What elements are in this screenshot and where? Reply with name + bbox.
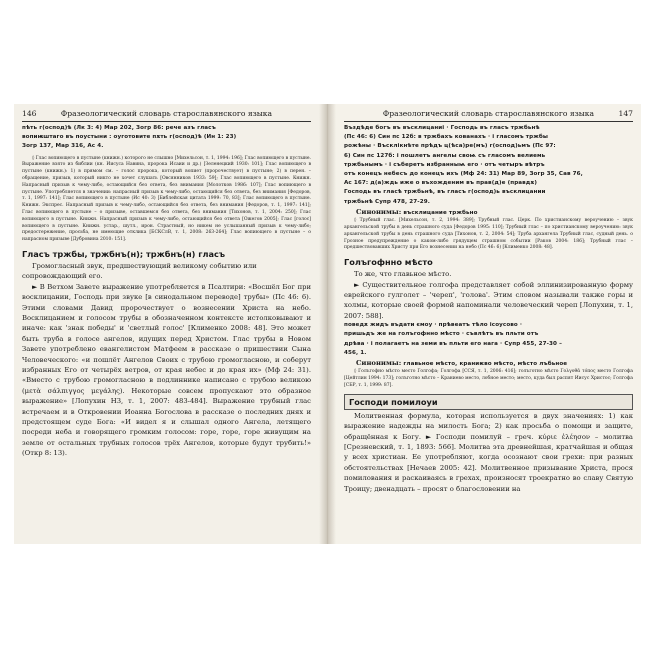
synonyms-value: главьное мѣсто, краниѥво мѣсто, мѣсто лъбьное [403, 361, 568, 368]
page-header [344, 108, 633, 122]
page-number: 146 [22, 109, 37, 118]
cs-quote-line: пѣть г(оспод)ѣ (Лк 3: 4) Мар 202, Зогр 86: рече азъ гласъ [22, 125, 216, 131]
right-page [336, 104, 641, 544]
cs-quote-line: тржбьнѣ Супр 478, 27-29. [344, 198, 430, 205]
entry-headword: Голъгофнно мѣсто [344, 257, 433, 268]
cs-quote-line: отъ конецъ небесъ до конецъ ихъ (Мф 24: 31) Мар 89, Зогр 35, Сав 76, [344, 171, 583, 178]
running-title: Фразеологический словарь старославянского языка [382, 109, 595, 118]
page-body [22, 124, 311, 540]
book-gutter [319, 104, 336, 544]
cs-quote-line: дрѣва · і полагаетъ на земи въ пльти его нага · Супр 455, 27-30 – [344, 340, 562, 347]
running-title: Фразеологический словарь старославянского языка [60, 109, 273, 118]
commentary-paragraph: Молитвенная формула, которая используется в двух значениях: 1) как выражение надежды на милость Бога; 2) как просьба о помощи и защите, обращённая к Богу. ► Господи помилуй – греч. κύριε ἐλέησον – молитва [Срезневский, т. 1, 1893: 566]. Молитва эта древнейшая, кратчайшая и общая у всех христиан. Ее употребляют, когда осознают свои грехи: при разных обстоятельствах [Нечаев 2005: 42]. Молитвенное призывание Христа, прося помилования и раскаиваясь в грехах, произносят троекратно во славу Святую Троицу; двенадцать – просят о благословении на [344, 411, 633, 493]
cs-quote-line: Ас 167: д(а)ждь иже о въхожденим въ прав(д)е (правдѫ) [344, 180, 538, 187]
dictionary-note: ◊ Глас вопиющего в пустыне (книжн.) которого не слышно [Михельсон, т. 1, 1994: 196]; Глас вопиющего в пустыне. Выражение взято из библии (кн. Иисуса Навина, пророка Исаии и др.) [Зеленецкий 1930: 101]; Глас вопиющего в пустыне (книжн.): 1) в прямом см. – голос пророка, который вопиет (пророчествует) в пустыне; 2) в перен. – обращение, призыв, который никто не хочет слушать [Овсянников 1933: 59]; Глас вопиющего в пустыне. Книжн. Напрасный призыв к чему-либо, остающийся без ответа, без внимания [Молотков 1986: 107]; Глас вопиющего в пустыне. Употребляется в значении: напрасный призыв к чему-либо, остающийся без ответа, без внимания [Федоров, т. 1, 1997: 141]; Глас вопиющего в пустыне (Ис 40: 3) [Библейская цитата 1999: 70, 83]; Глас вопиющего в пустыне. Книжн. Экспрес. Напрасный призыв к чему-либо, остающийся без ответа, без внимания [Федоров, т. 1, 1997: 141]; Глас вопиющего в пустыне – о призыве, оставшемся без ответа, без внимания [Тихонов, т. 1, 2004: 250]; Глас вопиющего в пустыне. Книжн. Напрасный призыв к чему-либо, остающийся без ответа [Ожегов 2005]; Глас [голос] вопиющего в пустыне. Книжн. устар., шутл., ирон. Страстный, но никем не услышанный призыв к чему-либо; предостережение, просьба, не имеющие отклика [БСКСлВ, т. 1, 2008: 263-264]; Глас вопиющего в пустыне – о напрасном призыве [Дубровина 2010: 151]. [22, 155, 311, 243]
cs-quote-line: 6) Син пс 127б: і пошлетъ ангелы своѩ съ гласомъ велиемь [344, 152, 546, 159]
cs-quote-line: поведѫ жидъ въдати ємоу · прѣвеатъ тѣло ісоусово · [344, 322, 523, 329]
cs-quote-line: Въздѣде богъ въ въсклицаниі · Господь въ гласъ тржбьнѣ [344, 125, 540, 131]
synonyms-label: Синонимы: [356, 359, 402, 368]
cs-quote-line: пришьдъ же на голъгофнно мѣсто · съвлѣтъ въ пльти отъ [344, 331, 539, 338]
entry-headword: Гласъ тржбы, тржбнъ(н); тржбнъ(н) гласъ [22, 248, 226, 259]
dictionary-note: ◊ Голъгофно мѣсто место Голгофа; Голгофа [ССЯ, т. 1, 2006: 416]; голъготно мѣсто Γολγοθᾶ τόπος место Голгофа [Цейтлин 1994: 173]; голъготно мѣсто – Краниево место, лобное место; место, куда был распят Иисус Христос; Голгофа [СБР, т. 1, 1999: 87]. [344, 369, 633, 389]
cs-quote-line: (Пс 46: 6) Син пс 12б: в тржбахъ кованахъ · і гласомъ тржбы [344, 134, 549, 141]
commentary-paragraph: ► Существительное голгофа представляет собой эллинизированную форму еврейского гулголет – 'череп', 'голова'. Этим словом называли также горы и холмы, которые своей формой напоминали человеческий череп [Лопухин, т. 1, 2007: 588]. [344, 280, 633, 320]
cs-quote-line: вопиѭштаго въ поустыни : оуготовите пѫть г(оспод)ѣ (Ин 1: 23) [22, 134, 237, 141]
page-body [344, 124, 633, 540]
cs-quote-line: рожѣны · Въсклікнѣте прѣдъ ц(ѣса)ре(мъ) г(оспод)ьмъ (Пс 97: [344, 143, 556, 150]
commentary-paragraph: ► В Ветхом Завете выражение употребляется в Псалтири: «Восшёл Бог при восклицании, Господь при звуке [в синодальном переводе] трубы» (Пс 46: 6). Этими словами Давид пророчествует о вознесении Христа на небо. Восклицанием и голосом трубы в обозначенном контексте истолковывают и иначе: как 'знак победы' и 'светлый голос' [Клименко 2008: 48]. Это может быть труба в голосе ангелов, идущих перед Христом. Глас трубы в Новом Завете употреблено евангелистом Матфеем в рассказе о пришествии Сына Человеческого: «и пошлёт Ангелов Своих с трубою громогласною, и соберут избранных Его от четырёх ветров, от края небес и до края их» (Мф 24: 31). «Вместо с трубою громогласною в подлиннике написано с трубою великою (μετὰ σάλπιγγος μεγάλης). Некоторые совсем пропускают это образное выражение» [Лопухин Н3, т. 1, 2007: 483-484]. Выражение трубный глас встречаем и в Откровении Иоанна Богослова в рассказе о последних днях и предстоящем суде Бога: «И видел я и слышал одного Ангела, летящего посреди неба и говорящего громким голосом: горе, горе, горе живущим на земле от остальных трубных голосов трёх Ангелов, которые будут трубить!» (Откр 8: 13). [22, 282, 311, 458]
synonyms-line [344, 358, 633, 369]
synonyms-value: въсклицание тржбьно [403, 209, 478, 216]
cross-reference: То же, что главьное мѣсто. [354, 270, 452, 279]
synonyms-label: Синонимы: [356, 207, 402, 216]
cs-quote-line: Зогр 137, Мар 316, Ас 4. [22, 143, 104, 150]
dictionary-note: ◊ Трубный глас. [Михельсон, т. 2, 1994: 389]; Трубный глас. Церк. По христианскому вероучению – звук архангельской трубы в день страшного суда [Федоров 1995: 110]; Трубный глас – по христианскому вероучению: звук архангельской трубы в день страшного суда [Тихонов, т. 2, 2004: 54]; Труба архангела Трубный глас, судный день. о Грозное предупреждение о каком-либо грядущем страшном событии [Раков 2004: 186]; Трубный глас – предшествовавших Христу при Его вознесении на небо (Пс 46: 6) [Клименко 2008: 48]. [344, 218, 633, 251]
page-header [22, 108, 311, 122]
cs-quote-line: Господь въ гласѣ тржбьнѣ, въ гласъ г(оспод)ь въсклицании [344, 189, 546, 196]
cs-quote-line: тржбьнымъ · і съберетъ избранныѩ его · отъ четыръ вѣтръ [344, 161, 545, 168]
page-number: 147 [618, 109, 633, 118]
definition-line: сопровождающий его. [22, 272, 103, 281]
definition-line: Громогласный звук, предшествующий великому событию или [32, 261, 257, 270]
synonyms-line [344, 207, 633, 218]
cs-quote-line: 456, 1. [344, 349, 367, 356]
left-page [14, 104, 319, 544]
entry-headword: Господи помилоуи [344, 394, 633, 410]
